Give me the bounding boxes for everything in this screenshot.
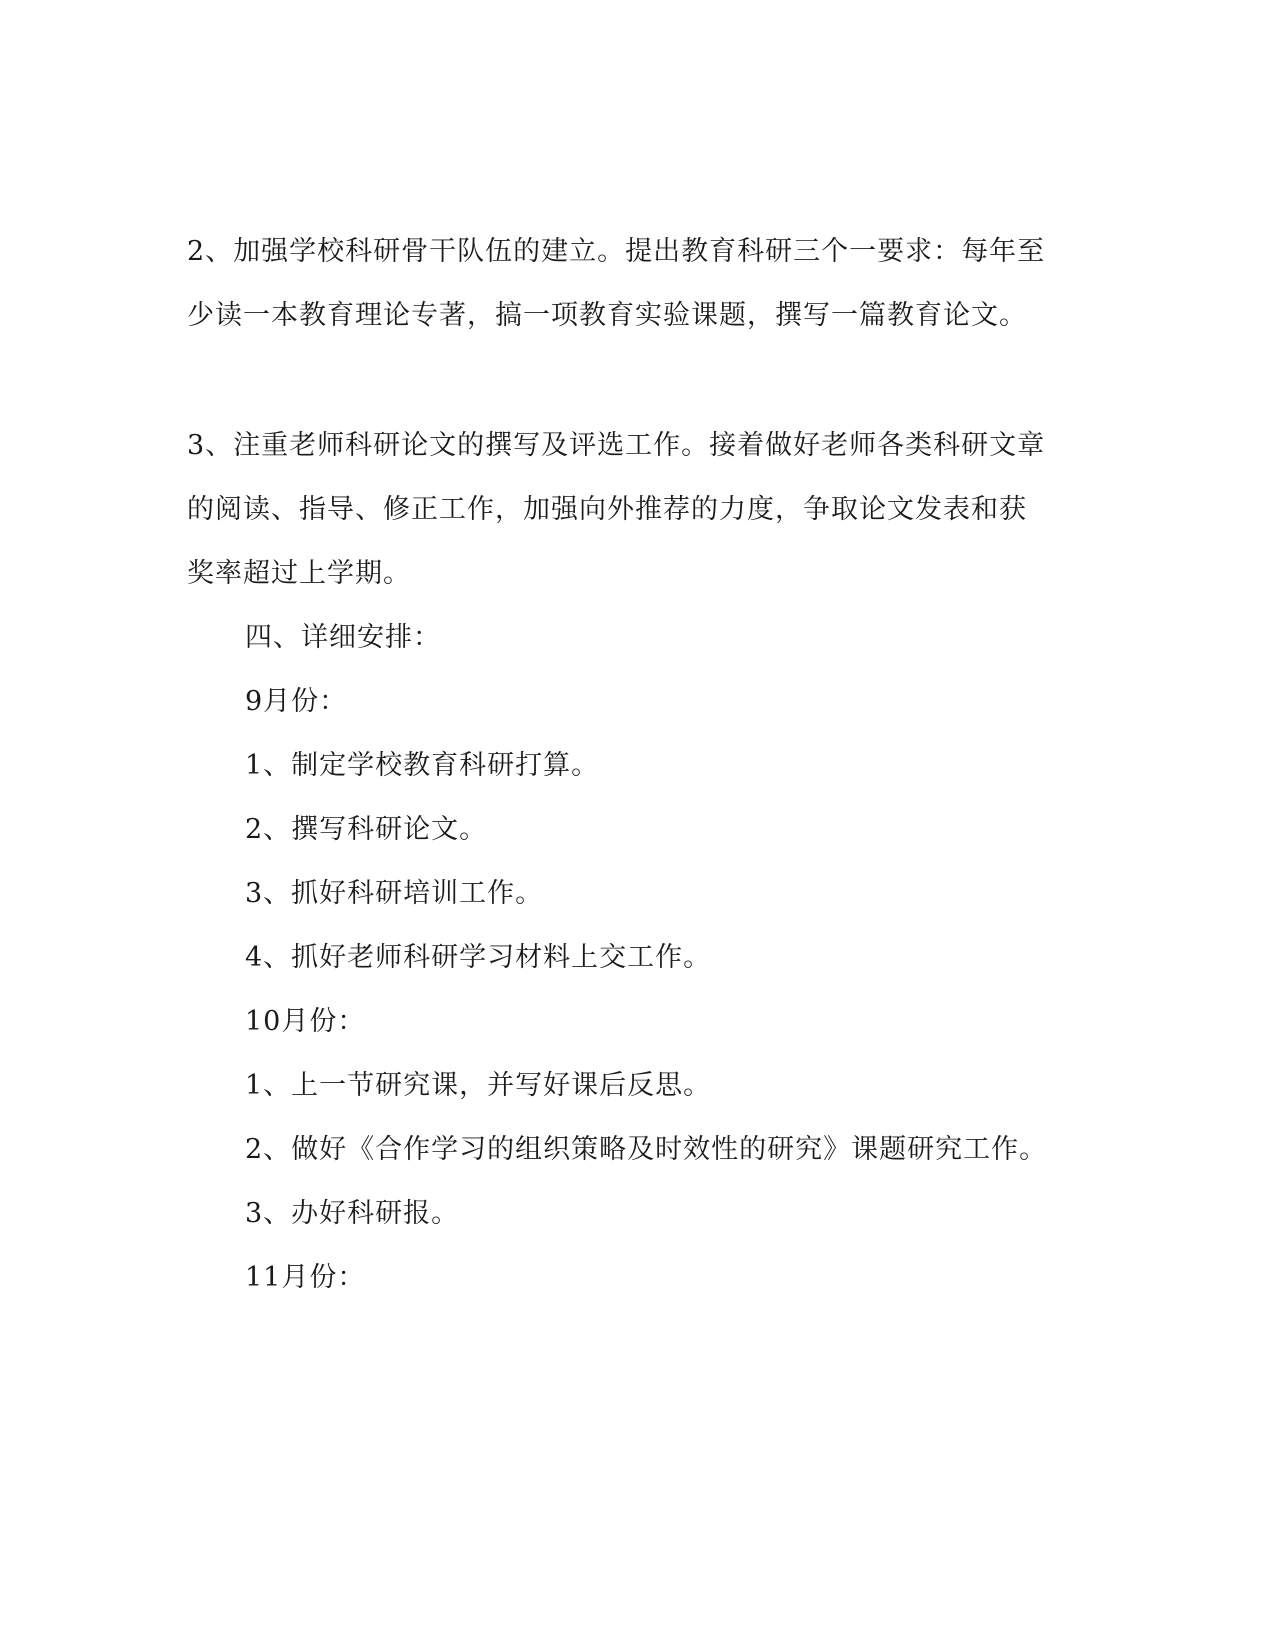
month-label: 11月份： xyxy=(245,1262,366,1293)
paragraph-line: 2、加强学校科研骨干队伍的建立。提出教育科研三个一要求：每年至 xyxy=(187,236,1046,267)
list-item: 3、抓好科研培训工作。 xyxy=(245,878,544,909)
section-heading: 四、详细安排： xyxy=(245,622,441,653)
month-label: 10月份： xyxy=(245,1006,366,1037)
paragraph-line: 少读一本教育理论专著，搞一项教育实验课题，撰写一篇教育论文。 xyxy=(187,300,1027,331)
list-item: 1、上一节研究课，并写好课后反思。 xyxy=(245,1070,712,1101)
month-label: 9月份： xyxy=(245,686,348,717)
paragraph-line: 3、注重老师科研论文的撰写及评选工作。接着做好老师各类科研文章 xyxy=(187,430,1046,461)
paragraph-line: 的阅读、指导、修正工作，加强向外推荐的力度，争取论文发表和获 xyxy=(187,494,1027,525)
paragraph-line: 奖率超过上学期。 xyxy=(187,558,411,589)
list-item: 1、制定学校教育科研打算。 xyxy=(245,750,600,781)
list-item: 3、办好科研报。 xyxy=(245,1198,460,1229)
list-item: 4、抓好老师科研学习材料上交工作。 xyxy=(245,942,712,973)
list-item: 2、撰写科研论文。 xyxy=(245,814,488,845)
list-item: 2、做好《合作学习的组织策略及时效性的研究》课题研究工作。 xyxy=(245,1134,1048,1165)
